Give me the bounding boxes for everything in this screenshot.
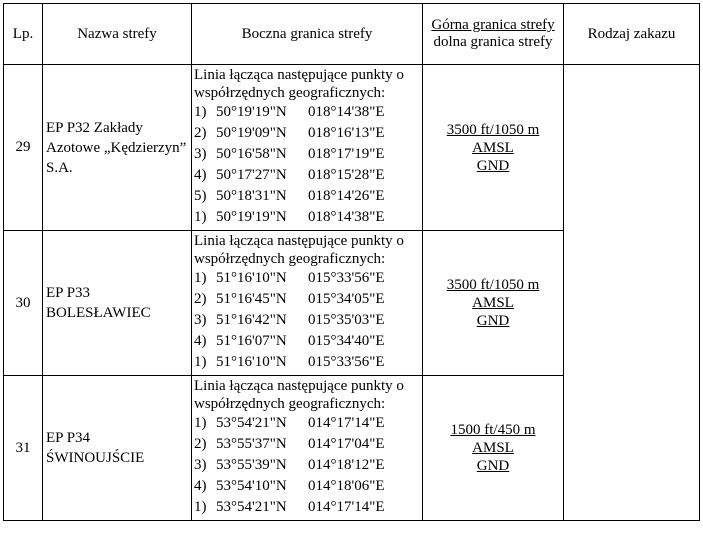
coordinate-point xyxy=(194,352,422,373)
point-longitude: 018°15'28"E xyxy=(308,167,385,183)
header-vertical-limits xyxy=(423,4,564,65)
coordinate-point xyxy=(194,331,422,352)
lower-limit: GND xyxy=(476,313,510,329)
point-index: 2) xyxy=(194,291,207,307)
point-index: 4) xyxy=(194,333,207,349)
vertical-limits xyxy=(423,231,564,376)
point-latitude: 50°18'31"N xyxy=(216,188,287,204)
point-latitude: 50°16'58"N xyxy=(216,146,287,162)
coordinate-point xyxy=(194,289,422,310)
point-index: 1) xyxy=(194,209,207,225)
point-latitude: 50°17'27"N xyxy=(216,167,287,183)
upper-limit: 3500 ft/1050 m xyxy=(446,121,540,138)
lateral-border xyxy=(192,65,423,231)
zone-name: EP P33 BOLESŁAWIEC xyxy=(43,231,192,376)
point-index: 1) xyxy=(194,354,207,370)
header-lateral-border: Boczna granica strefy xyxy=(192,4,423,65)
lateral-border xyxy=(192,231,423,376)
row-number: 30 xyxy=(4,231,43,376)
lower-limit: GND xyxy=(476,458,510,474)
coordinate-point xyxy=(194,144,422,165)
header-name: Nazwa strefy xyxy=(43,4,192,65)
upper-limit: 3500 ft/1050 m xyxy=(446,277,540,293)
point-latitude: 50°19'09"N xyxy=(216,125,287,141)
restriction-type xyxy=(564,65,700,521)
point-latitude: 50°19'19"N xyxy=(216,209,287,225)
lateral-border xyxy=(192,376,423,521)
coordinate-point xyxy=(194,207,422,228)
coordinate-point xyxy=(194,455,422,476)
zone-name: EP P34 ŚWINOUJŚCIE xyxy=(43,376,192,521)
point-longitude: 018°17'19"E xyxy=(308,146,385,162)
point-index: 2) xyxy=(194,125,207,141)
coordinate-point xyxy=(194,310,422,331)
coordinate-point xyxy=(194,165,422,186)
point-longitude: 014°17'14"E xyxy=(308,415,385,431)
point-latitude: 51°16'10"N xyxy=(216,354,287,370)
coordinate-point xyxy=(194,268,422,289)
header-lp: Lp. xyxy=(4,4,43,65)
point-longitude: 018°14'26"E xyxy=(308,188,385,204)
point-longitude: 015°33'56"E xyxy=(308,270,385,286)
coordinate-point xyxy=(194,186,422,207)
vertical-limits xyxy=(423,65,564,231)
point-latitude: 53°55'37"N xyxy=(216,436,287,452)
upper-limit: 1500 ft/450 m xyxy=(450,422,536,438)
point-latitude: 53°54'21"N xyxy=(216,499,287,515)
point-latitude: 51°16'42"N xyxy=(216,312,287,328)
border-description: Linia łącząca następujące punkty o współrzędnych geograficznych: xyxy=(194,67,404,101)
row-number: 31 xyxy=(4,376,43,521)
point-latitude: 53°54'10"N xyxy=(216,478,287,494)
point-longitude: 015°34'40"E xyxy=(308,333,385,349)
coordinate-point xyxy=(194,413,422,434)
coordinate-point xyxy=(194,102,422,123)
point-latitude: 50°19'19"N xyxy=(216,104,287,120)
zones-table xyxy=(3,3,700,521)
point-longitude: 018°16'13"E xyxy=(308,125,385,141)
point-latitude: 53°54'21"N xyxy=(216,415,287,431)
point-longitude: 015°33'56"E xyxy=(308,354,385,370)
vertical-limits xyxy=(423,376,564,521)
point-latitude: 53°55'39"N xyxy=(216,457,287,473)
point-index: 4) xyxy=(194,478,207,494)
coordinate-point xyxy=(194,434,422,455)
border-description: Linia łącząca następujące punkty o współrzędnych geograficznych: xyxy=(194,233,404,267)
upper-limit-reference: AMSL xyxy=(472,295,514,311)
point-index: 4) xyxy=(194,167,207,183)
point-latitude: 51°16'10"N xyxy=(216,270,287,286)
point-index: 1) xyxy=(194,415,207,431)
row-number: 29 xyxy=(4,65,43,231)
point-longitude: 014°18'12"E xyxy=(308,457,385,473)
point-index: 3) xyxy=(194,457,207,473)
header-upper-limit: Górna granica strefy xyxy=(431,17,555,33)
point-longitude: 015°35'03"E xyxy=(308,312,385,328)
point-latitude: 51°16'07"N xyxy=(216,333,287,349)
coordinate-point xyxy=(194,476,422,497)
table-row xyxy=(4,65,700,231)
point-longitude: 014°18'06"E xyxy=(308,478,385,494)
zone-name: EP P32 Zakłady Azotowe „Kędzierzyn” S.A. xyxy=(43,65,192,231)
point-index: 1) xyxy=(194,270,207,286)
upper-limit-reference: AMSL xyxy=(472,440,514,456)
point-index: 1) xyxy=(194,499,207,515)
point-index: 3) xyxy=(194,146,207,162)
point-longitude: 014°17'04"E xyxy=(308,436,385,452)
point-index: 5) xyxy=(194,188,207,204)
header-lower-limit: dolna granica strefy xyxy=(433,34,553,50)
lower-limit: GND xyxy=(476,157,510,174)
point-latitude: 51°16'45"N xyxy=(216,291,287,307)
point-longitude: 018°14'38"E xyxy=(308,104,385,120)
border-description: Linia łącząca następujące punkty o współrzędnych geograficznych: xyxy=(194,378,404,412)
point-longitude: 014°17'14"E xyxy=(308,499,385,515)
coordinate-point xyxy=(194,497,422,518)
point-index: 3) xyxy=(194,312,207,328)
point-index: 1) xyxy=(194,104,207,120)
header-row xyxy=(4,4,700,65)
header-restriction-type: Rodzaj zakazu xyxy=(564,4,700,65)
coordinate-point xyxy=(194,123,422,144)
point-longitude: 018°14'38"E xyxy=(308,209,385,225)
point-index: 2) xyxy=(194,436,207,452)
point-longitude: 015°34'05"E xyxy=(308,291,385,307)
upper-limit-reference: AMSL xyxy=(472,139,514,156)
